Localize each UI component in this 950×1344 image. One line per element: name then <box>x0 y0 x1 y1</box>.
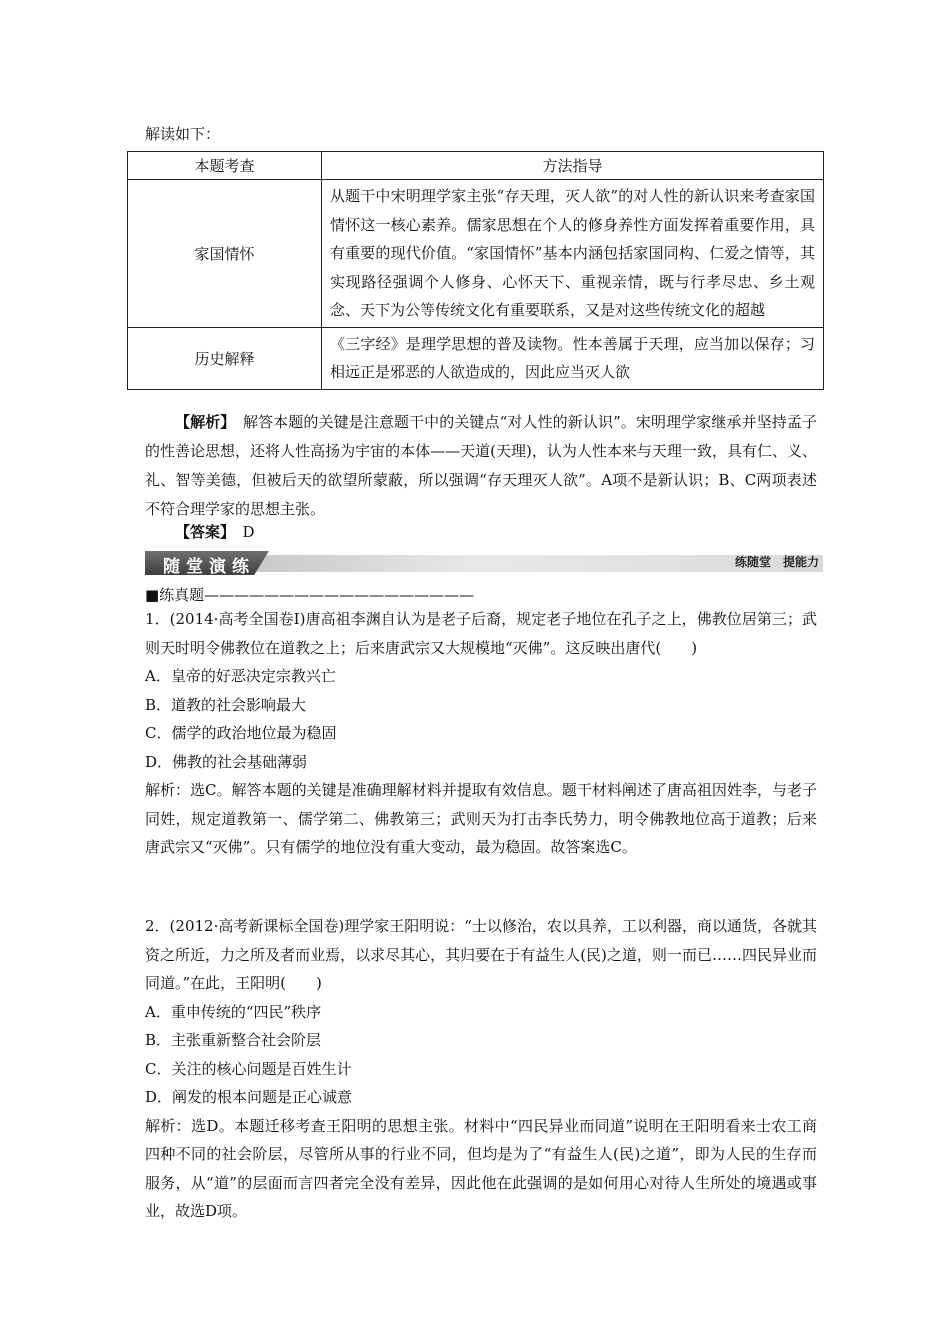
option-c: C．儒学的政治地位最为稳固 <box>145 724 337 742</box>
intro-text: 解读如下： <box>145 125 221 143</box>
banner-subtitle: 练随堂 提能力 <box>734 555 819 569</box>
option-a: A．重申传统的“四民”秩序 <box>145 1002 322 1021</box>
banner-title: 随堂演练 <box>163 557 255 577</box>
section-banner <box>145 551 823 575</box>
question-explanation: 解析：选C。解答本题的关键是准确理解材料并提取有效信息。题干材料阐述了唐高祖因姓李，与老子同姓，规定道教第一、儒学第二、佛教第三；武则天为打击李氏势力，明令佛教地位高于道教；后来唐武宗又“灭佛”。只有儒学的地位没有重大变动，最为稳固。故答案选C。 <box>145 781 817 856</box>
option-b: B．主张重新整合社会阶层 <box>145 1031 322 1049</box>
table-header-guide: 方法指导 <box>322 152 824 180</box>
analysis-label: 【解析】 <box>175 413 228 431</box>
table-row <box>128 180 824 328</box>
analysis-table <box>127 151 824 390</box>
question-2 <box>145 912 817 1226</box>
option-d: D．阐发的根本问题是正心诚意 <box>145 1088 353 1106</box>
table-cell-topic: 家国情怀 <box>128 180 322 328</box>
question-stem: 1．(2014·高考全国卷Ⅰ)唐高祖李渊自认为是老子后裔，规定老子地位在孔子之上，佛教位居第三；武则天时明令佛教位在道教之上；后来唐武宗又大规模地“灭佛”。这反映出唐代( ) <box>145 610 817 657</box>
question-1 <box>145 605 817 862</box>
answer-value: D <box>227 523 255 541</box>
option-d: D．佛教的社会基础薄弱 <box>145 752 308 771</box>
option-b: B．道教的社会影响最大 <box>145 695 307 714</box>
answer-paragraph <box>145 518 817 547</box>
table-cell-guide: 从题干中宋明理学家主张“存天理，灭人欲”的对人性的新认识来考查家国情怀这一核心素养。儒家思想在个人的修身养性方面发挥着重要作用，具有重要的现代价值。“家国情怀”基本内涵包括家国同构、仁爱之情等，其实现路径强调个人修身、心怀天下、重视亲情，既与行孝尽忠、乡土观念、天下为公等传统文化有重要联系，又是对这些传统文化的超越 <box>322 180 824 328</box>
table-cell-topic: 历史解释 <box>128 327 322 389</box>
table-header-row <box>128 152 824 180</box>
answer-label: 【答案】 <box>175 523 228 541</box>
table-header-topic: 本题考查 <box>128 152 322 180</box>
analysis-text: 解答本题的关键是注意题干中的关键点“对人性的新认识”。宋明理学家继承并坚持孟子的性善论思想，还将人性高扬为宇宙的本体——天道(天理)，认为人性本来与天理一致，具有仁、义、礼、智等美德，但被后天的欲望所蒙蔽，所以强调“存天理灭人欲”。A项不是新认识；B、C两项表述不符合理学家的思想主张。 <box>145 413 817 518</box>
analysis-paragraph <box>145 408 817 524</box>
section-heading: ■练真题—————————————————— <box>145 586 475 604</box>
option-a: A．皇帝的好恶决定宗教兴亡 <box>145 667 336 685</box>
table-cell-guide: 《三字经》是理学思想的普及读物。性本善属于天理，应当加以保存；习相远正是邪恶的人欲造成的，因此应当灭人欲 <box>322 327 824 389</box>
question-stem: 2．(2012·高考新课标全国卷)理学家王阳明说：“士以修治，农以具养，工以利器，商以通货，各就其资之所近，力之所及者而业焉，以求尽其心，其归要在于有益生人(民)之道，则一而已……四民异业而同道。”在此，王阳明( ) <box>145 917 817 992</box>
question-explanation: 解析：选D。本题迁移考查王阳明的思想主张。材料中“四民异业而同道”说明在王阳明看来士农工商四种不同的社会阶层，尽管所从事的行业不同，但均是为了“有益生人(民)之道”，即为人民的生存而服务，从“道”的层面而言四者完全没有差异，因此他在此强调的是如何用心对待人生所处的境遇或事业，故选D项。 <box>145 1116 817 1220</box>
table-row <box>128 327 824 389</box>
option-c: C．关注的核心问题是百姓生计 <box>145 1059 352 1078</box>
